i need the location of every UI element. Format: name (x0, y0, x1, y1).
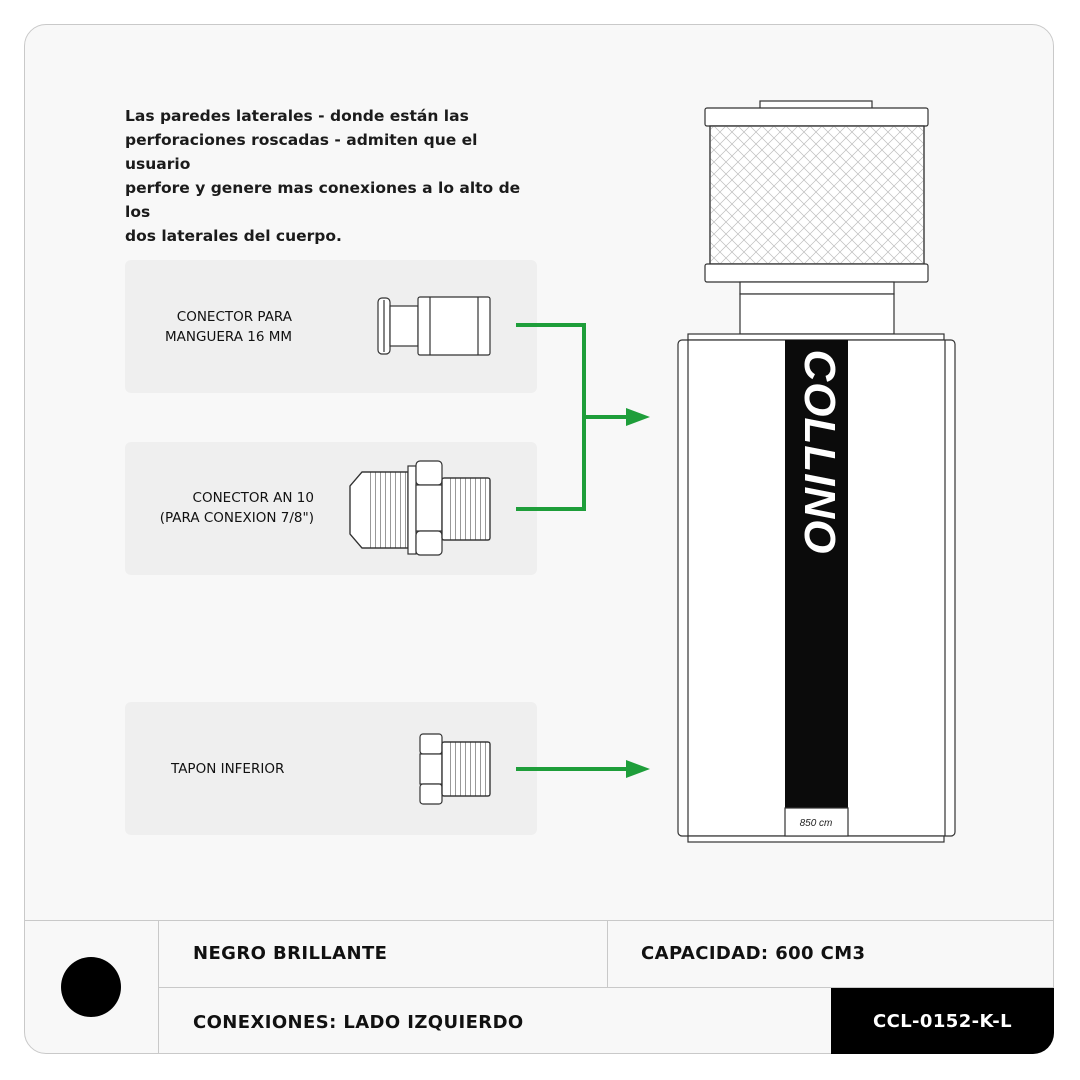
arrow-line-hose (516, 325, 584, 509)
part-label-hose: CONECTOR PARA MANGUERA 16 MM (165, 309, 292, 345)
connections-label: CONEXIONES: LADO IZQUIERDO (193, 1012, 524, 1033)
footer-col-divider (607, 920, 608, 987)
color-swatch-cell (24, 920, 159, 1054)
part-label-plug: TAPON INFERIOR (171, 761, 285, 777)
footer-top-border (24, 920, 1054, 921)
an10-fitting-icon (350, 461, 490, 555)
capacity-mark: 850 cm (799, 818, 833, 829)
product-code: CCL-0152-K-L (831, 988, 1054, 1054)
intro-line: perforaciones roscadas - admiten que el usuario (125, 131, 478, 173)
part-label-an10: CONECTOR AN 10 (PARA CONEXION 7/8") (159, 490, 314, 526)
arrow-head-bottom (626, 760, 650, 778)
intro-line: dos laterales del cuerpo. (125, 227, 342, 245)
bottom-plug-icon (420, 734, 490, 804)
hose-connector-icon (378, 297, 490, 355)
intro-line: perfore y genere mas conexiones a lo alto de los (125, 179, 521, 221)
intro-line: Las paredes laterales - donde están las (125, 107, 469, 125)
connection-arrows (516, 325, 632, 769)
color-name: NEGRO BRILLANTE (193, 943, 388, 964)
color-swatch (61, 957, 121, 1017)
capacity-label: CAPACIDAD: 600 CM3 (641, 943, 866, 964)
arrow-head-top (626, 408, 650, 426)
brand-logo: COLLINO (795, 349, 844, 555)
